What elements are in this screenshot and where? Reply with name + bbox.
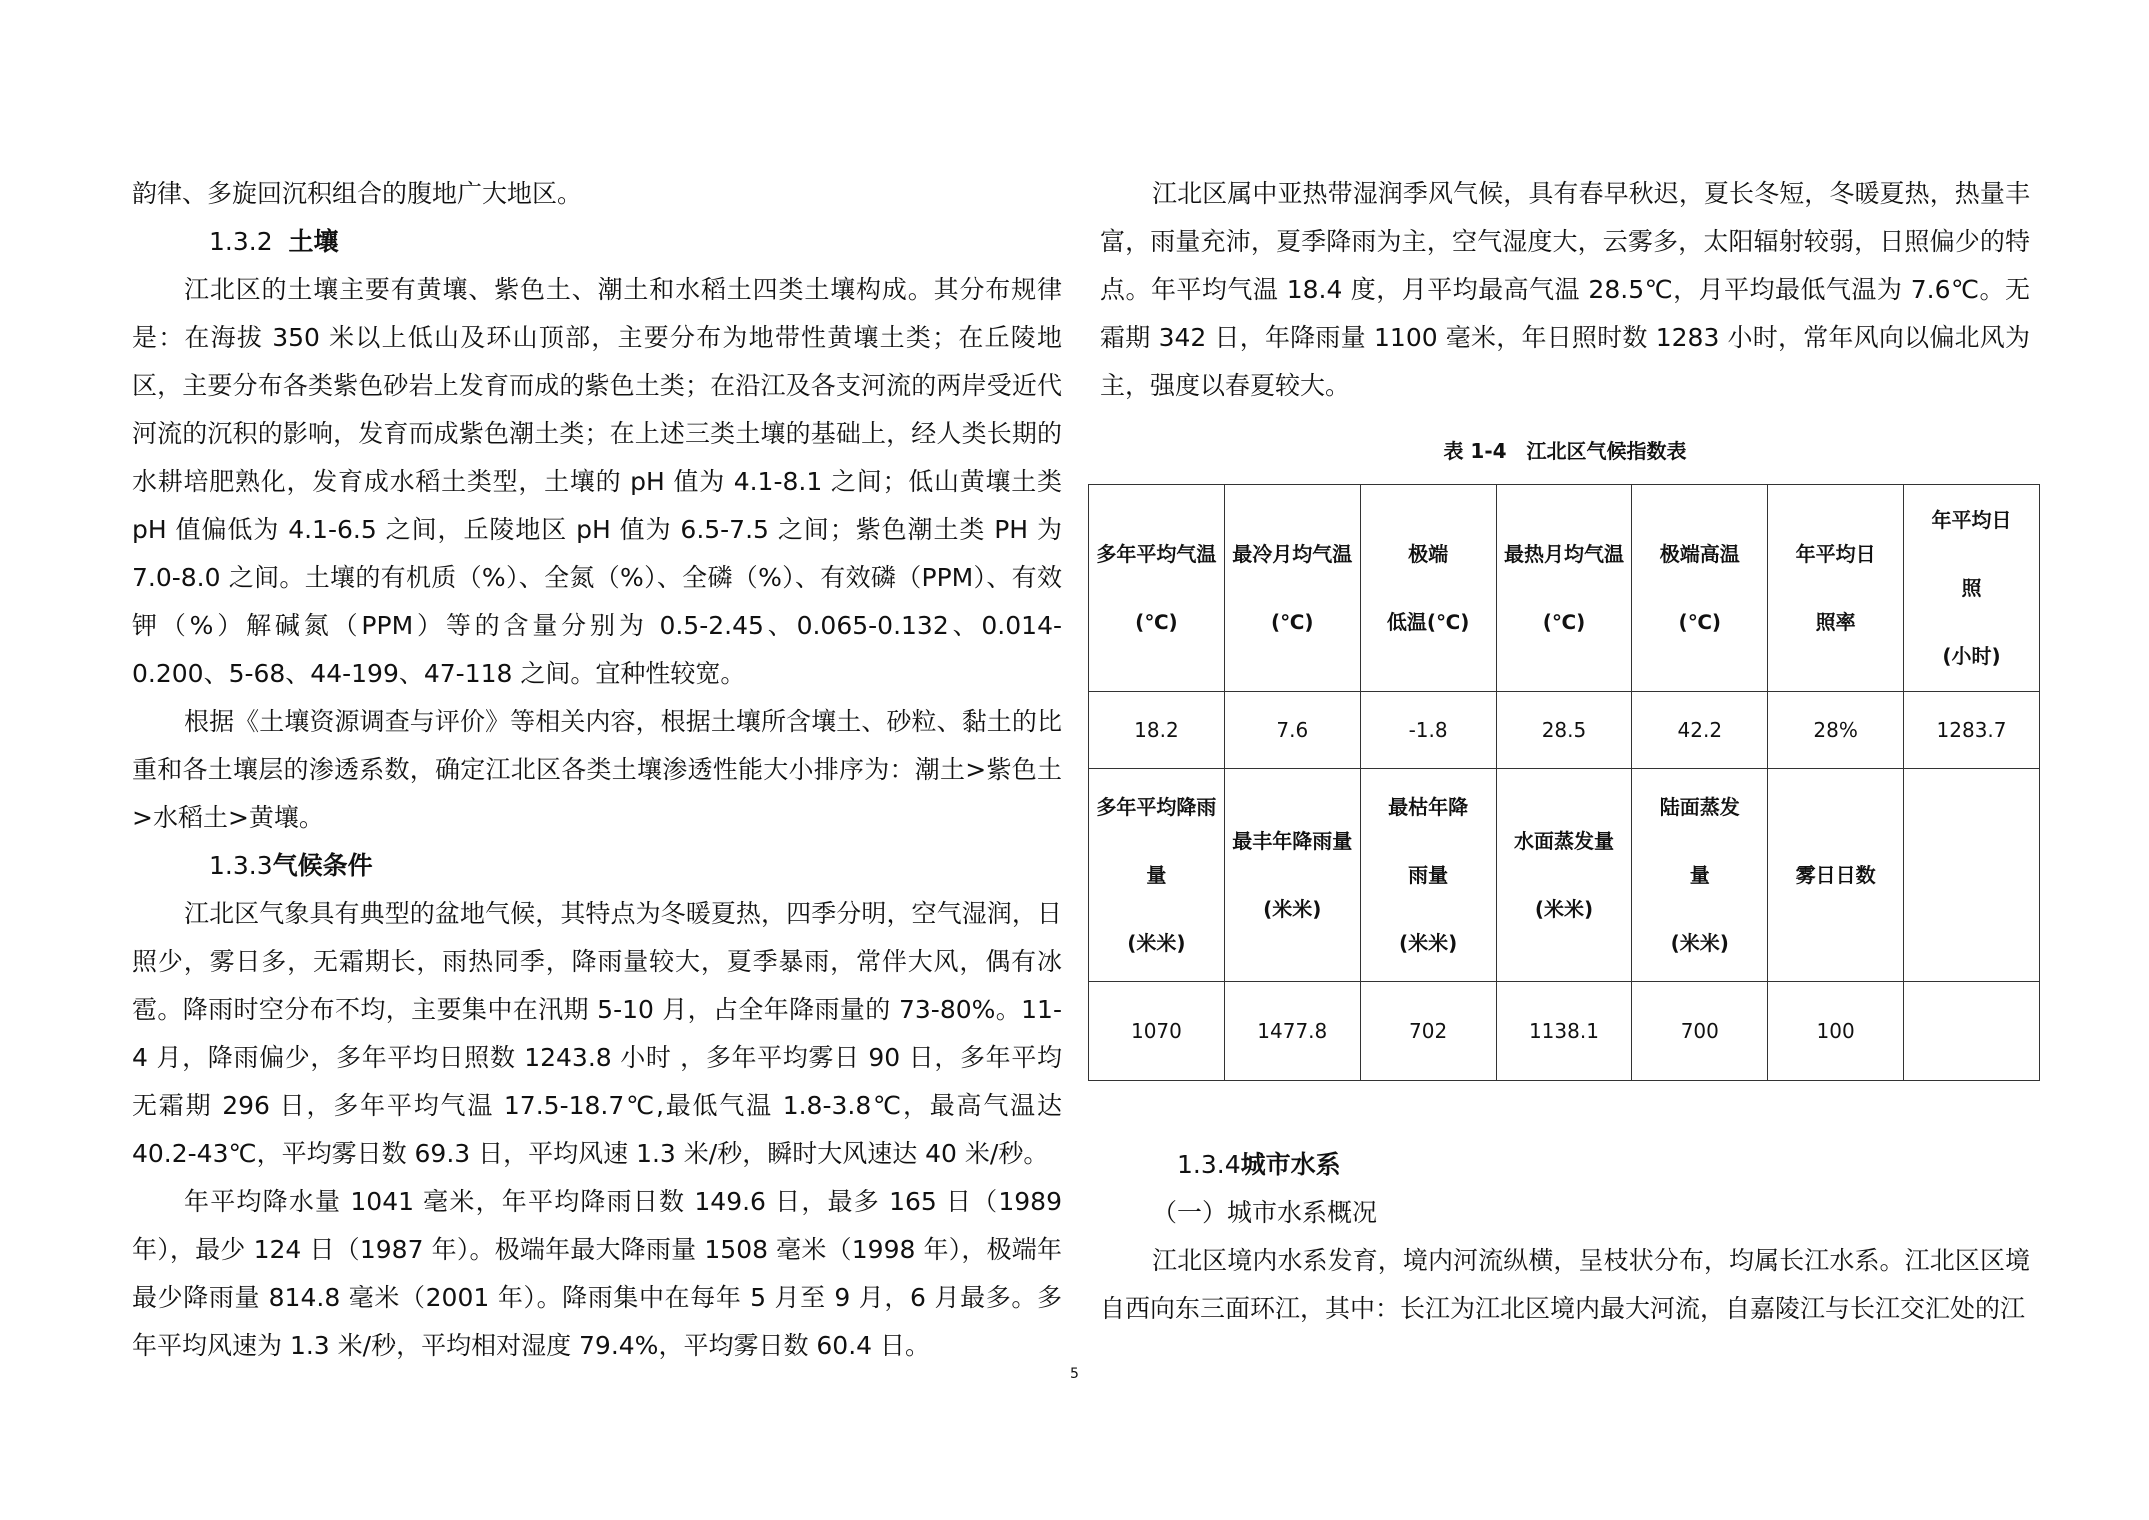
heading-climate-title: 气候条件	[272, 851, 373, 880]
table-header-cell: 年平均日 照 (小时)	[1904, 485, 2040, 692]
climate-index-table	[1088, 484, 2040, 1081]
table-cell: 1283.7	[1904, 692, 2040, 769]
table-cell-empty	[1904, 982, 2040, 1081]
left-column	[132, 170, 1062, 1370]
paragraph-soil-permeability: 根据《土壤资源调查与评价》等相关内容，根据土壤所含壤土、砂粒、黏土的比重和各土壤层的渗透系数，确定江北区各类土壤渗透性能大小排序为：潮土>紫色土>水稻土>黄壤。	[132, 707, 1062, 832]
table-header-cell: 最枯年降 雨量 (米米)	[1360, 769, 1496, 982]
table-header-cell: 陆面蒸发 量 (米米)	[1632, 769, 1768, 982]
table-header-cell: 水面蒸发量 (米米)	[1496, 769, 1632, 982]
paragraph-climate: 江北区气象具有典型的盆地气候，其特点为冬暖夏热，四季分明，空气湿润，日照少，雾日多，无霜期长，雨热同季，降雨量较大，夏季暴雨，常伴大风，偶有冰雹。降雨时空分布不均，主要集中在汛期 5-10 月，占全年降雨量的 73-80%。11-4 月，降雨偏少，多年平均日照数 1243.8 小时 ，多年平均雾日 90 日，多年平均无霜期 296 日，多年平均气温 17.5-18.7℃,最低气温 1.8-3.8℃，最高气温达 40.2-43℃，平均雾日数 69.3 日，平均风速 1.3 米/秒，瞬时大风速达 40 米/秒。	[132, 899, 1062, 1168]
heading-soil-number: 1.3.2	[209, 227, 273, 256]
paragraph-rainfall: 年平均降水量 1041 毫米，年平均降雨日数 149.6 日，最多 165 日（1989 年），最少 124 日（1987 年）。极端年最大降雨量 1508 毫米（1998 年），极端年最少降雨量 814.8 毫米（2001 年）。降雨集中在每年 5 月至 9 月，6 月最多。多年平均风速为 1.3 米/秒，平均相对湿度 79.4%，平均雾日数 60.4 日。	[132, 1187, 1062, 1360]
table-header-row-1	[1089, 485, 2040, 692]
table-header-cell: 最冷月均气温 (℃)	[1224, 485, 1360, 692]
subheading-water-overview: （一）城市水系概况	[1152, 1198, 1378, 1227]
table-value-row-2	[1089, 982, 2040, 1081]
table-header-cell: 多年平均气温 (℃)	[1089, 485, 1225, 692]
table-header-cell: 极端 低温(℃)	[1360, 485, 1496, 692]
paragraph-soil: 江北区的土壤主要有黄壤、紫色土、潮土和水稻土四类土壤构成。其分布规律是：在海拔 350 米以上低山及环山顶部，主要分布为地带性黄壤土类；在丘陵地区，主要分布各类紫色砂岩上发育而成的紫色土类；在沿江及各支河流的两岸受近代河流的沉积的影响，发育而成紫色潮土类；在上述三类土壤的基础上，经人类长期的水耕培肥熟化，发育成水稻土类型，土壤的 pH 值为 4.1-8.1 之间；低山黄壤土类 pH 值偏低为 4.1-6.5 之间，丘陵地区 pH 值为 6.5-7.5 之间；紫色潮土类 PH 为 7.0-8.0 之间。土壤的有机质（%）、全氮（%）、全磷（%）、有效磷（PPM）、有效钾（%）解碱氮（PPM）等的含量分别为 0.5-2.45、0.065-0.132、0.014-0.200、5-68、44-199、47-118 之间。宜种性较宽。	[132, 275, 1062, 688]
heading-climate	[132, 842, 1062, 890]
table-cell: 18.2	[1089, 692, 1225, 769]
table-header-row-2	[1089, 769, 2040, 982]
table-header-cell: 年平均日 照率	[1768, 485, 1904, 692]
heading-soil-title: 土壤	[288, 227, 339, 256]
table-cell: 702	[1360, 982, 1496, 1081]
paragraph-climate-intro: 江北区属中亚热带湿润季风气候，具有春早秋迟，夏长冬短，冬暖夏热，热量丰富，雨量充沛，夏季降雨为主，空气湿度大，云雾多，太阳辐射较弱，日照偏少的特点。年平均气温 18.4 度，月平均最高气温 28.5℃，月平均最低气温为 7.6℃。无霜期 342 日，年降雨量 1100 毫米，年日照时数 1283 小时，常年风向以偏北风为主，强度以春夏较大。	[1100, 179, 2030, 400]
table-cell: 1477.8	[1224, 982, 1360, 1081]
table-cell: 42.2	[1632, 692, 1768, 769]
table-header-cell: 雾日日数	[1768, 769, 1904, 982]
table-cell: 700	[1632, 982, 1768, 1081]
table-value-row-1	[1089, 692, 2040, 769]
table-cell: -1.8	[1360, 692, 1496, 769]
table-cell: 100	[1768, 982, 1904, 1081]
heading-water-system	[1100, 1141, 2030, 1189]
spacer	[1100, 1081, 2030, 1141]
heading-soil	[132, 218, 1062, 266]
table-header-cell: 极端高温 (℃)	[1632, 485, 1768, 692]
page-number: 5	[1070, 1366, 1079, 1382]
table-header-cell: 最丰年降雨量 (米米)	[1224, 769, 1360, 982]
heading-water-title: 城市水系	[1240, 1150, 1341, 1179]
table-caption: 表 1-4 江北区气候指数表	[1443, 439, 1687, 463]
heading-climate-number: 1.3.3	[209, 851, 273, 880]
paragraph-water-system: 江北区境内水系发育，境内河流纵横，呈枝状分布，均属长江水系。江北区区境自西向东三面环江，其中：长江为江北区境内最大河流，自嘉陵江与长江交汇处的江	[1100, 1246, 2030, 1323]
table-cell: 1138.1	[1496, 982, 1632, 1081]
paragraph-geology-end: 韵律、多旋回沉积组合的腹地广大地区。	[132, 179, 583, 208]
right-column	[1096, 170, 2030, 1333]
table-cell: 28.5	[1496, 692, 1632, 769]
table-cell: 28%	[1768, 692, 1904, 769]
table-cell: 1070	[1089, 982, 1225, 1081]
table-header-cell: 最热月均气温 (℃)	[1496, 485, 1632, 692]
heading-water-number: 1.3.4	[1177, 1150, 1241, 1179]
table-header-cell: 多年平均降雨量 (米米)	[1089, 769, 1225, 982]
table-cell: 7.6	[1224, 692, 1360, 769]
table-header-cell-empty	[1904, 769, 2040, 982]
